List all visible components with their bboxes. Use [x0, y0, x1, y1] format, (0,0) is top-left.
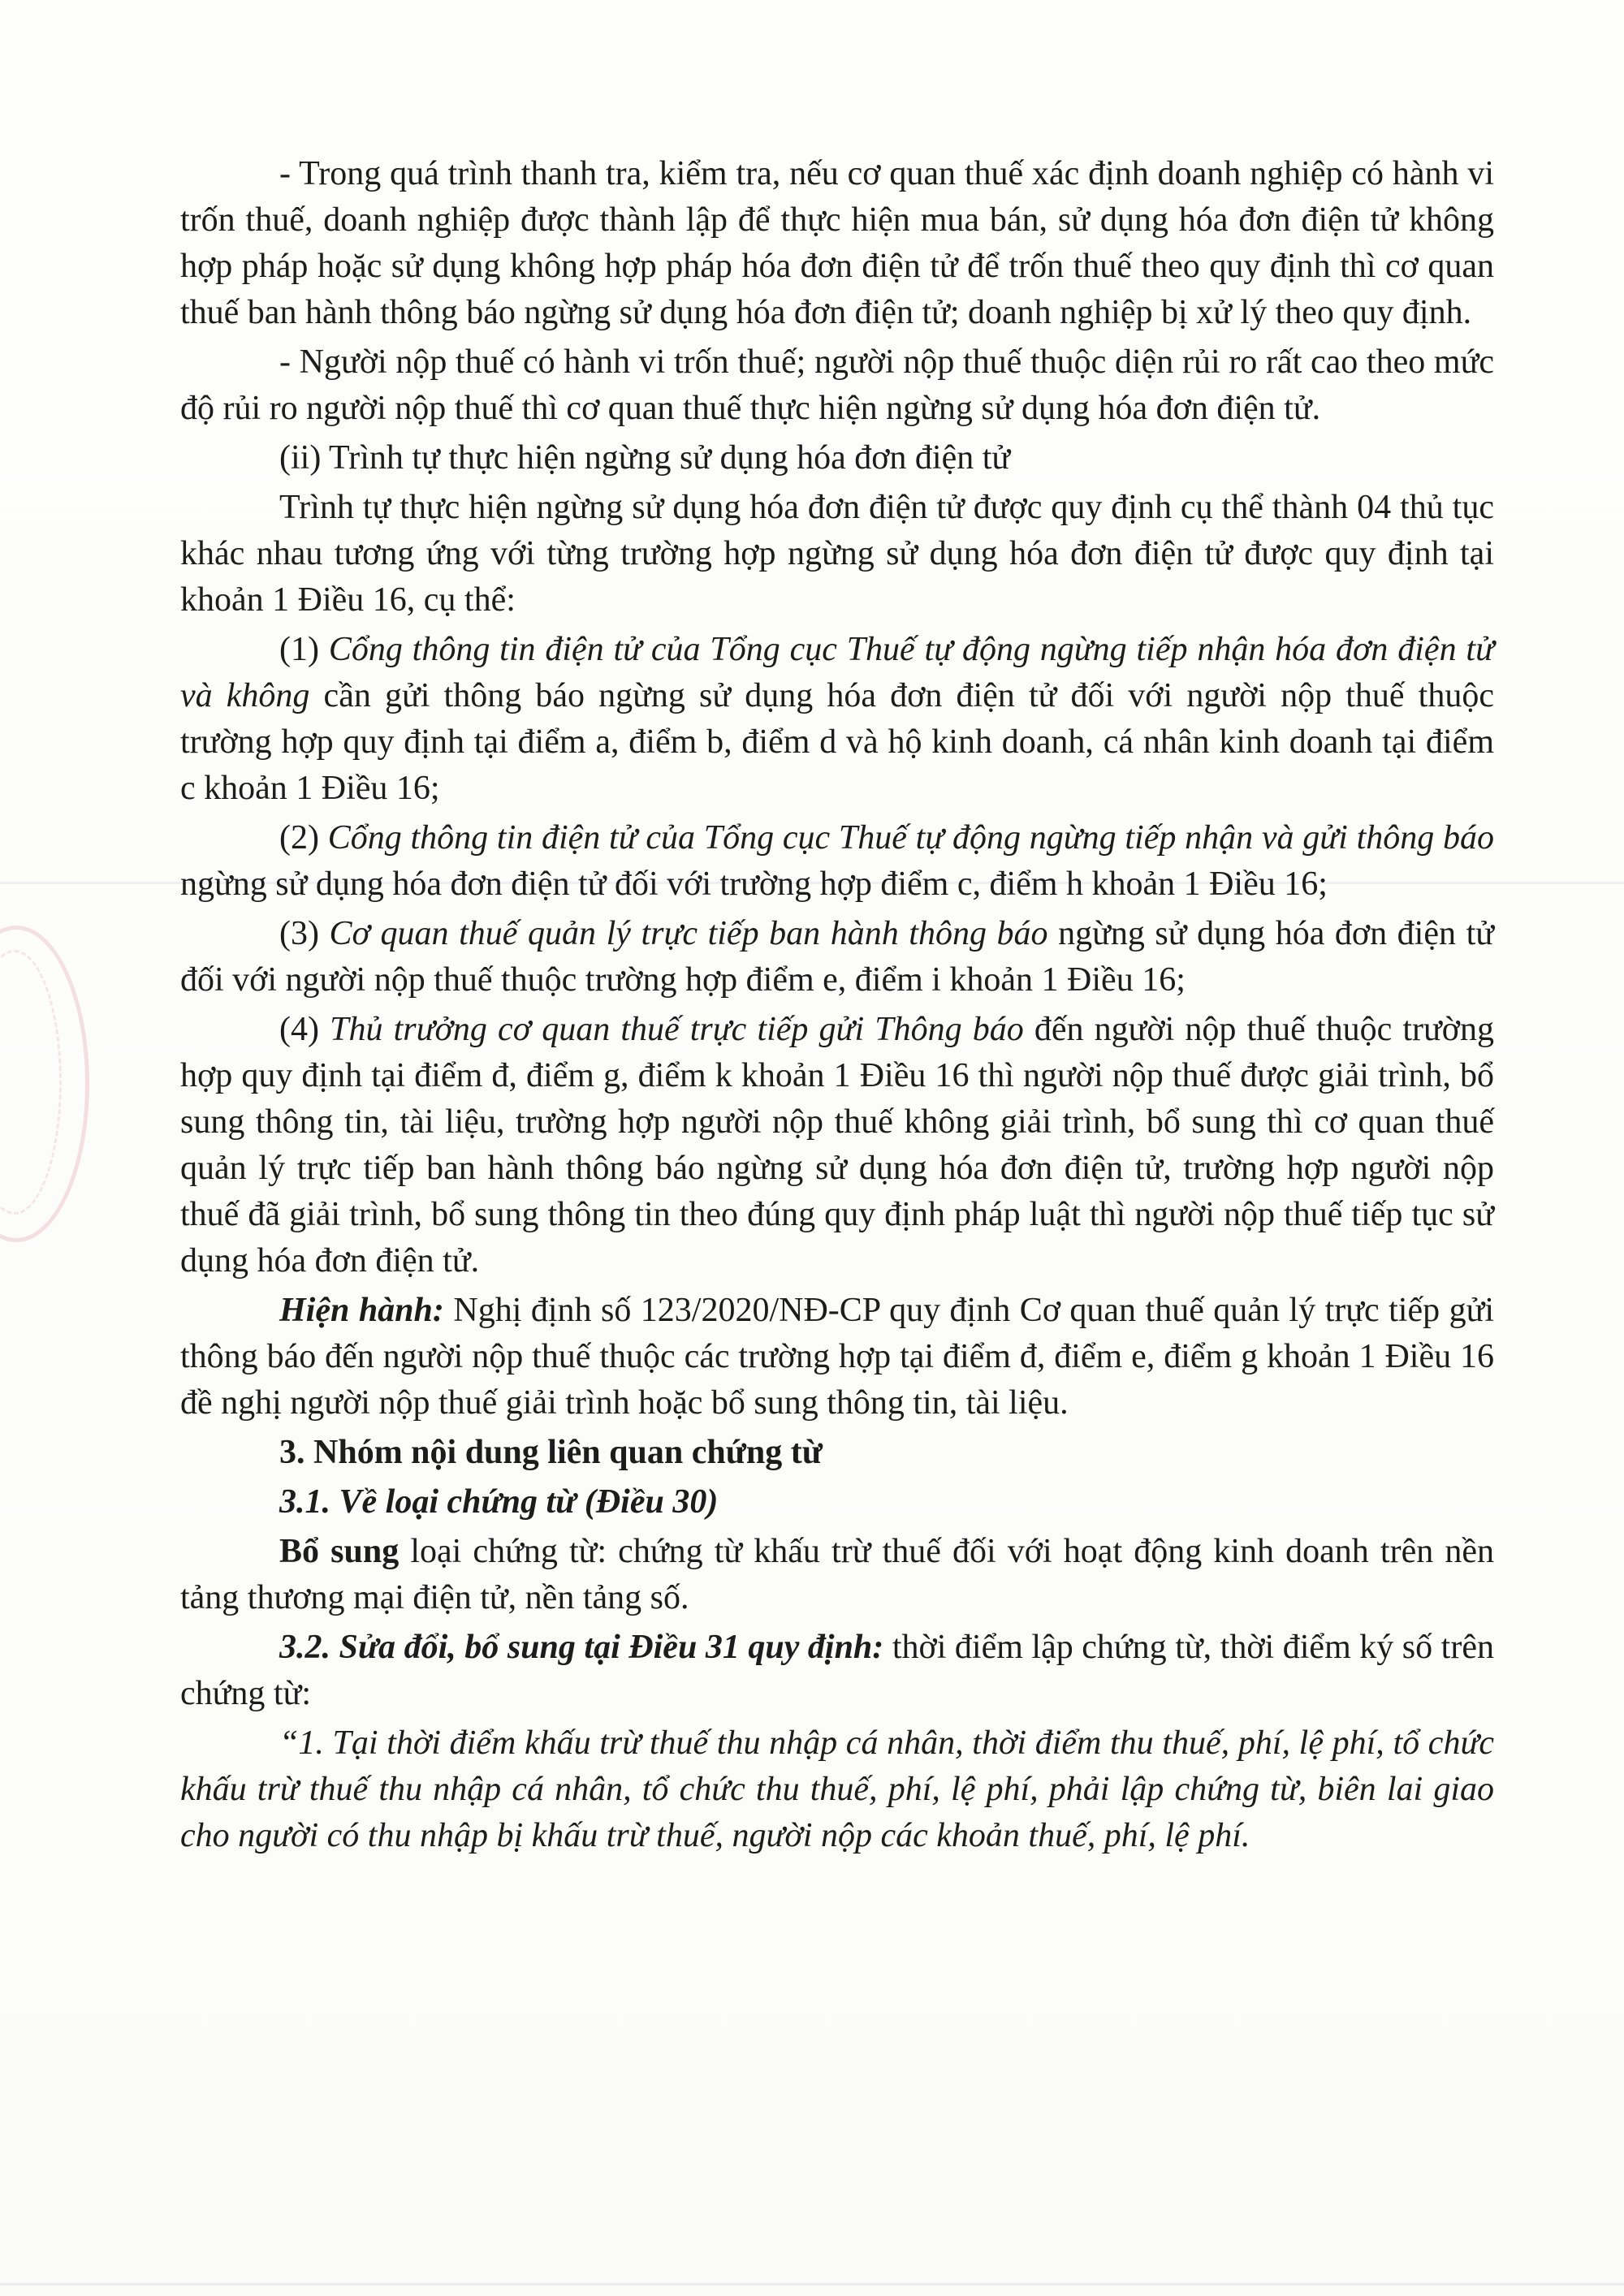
paragraph-article-31: 3.2. Sửa đổi, bổ sung tại Điều 31 quy định: thời điểm lập chứng từ, thời điểm ký số trên chứng từ:: [180, 1629, 1494, 1712]
paragraph-supplement: Bổ sung loại chứng từ: chứng từ khấu trừ thuế đối với hoạt động kinh doanh trên nền tảng thương mại điện tử, nền tảng số.: [180, 1533, 1494, 1616]
paragraph-procedure-heading: (ii) Trình tự thực hiện ngừng sử dụng hóa đơn điện tử: [279, 439, 1011, 477]
paragraph-tax-evasion: - Người nộp thuế có hành vi trốn thuế; người nộp thuế thuộc diện rủi ro rất cao theo mức độ rủi ro người nộp thuế thì cơ quan thuế thực hiện ngừng sử dụng hóa đơn điện tử.: [180, 343, 1494, 427]
paragraph-procedure-4: (4) Thủ trưởng cơ quan thuế trực tiếp gửi Thông báo đến người nộp thuế thuộc trường hợp quy định tại điểm đ, điểm g, điểm k khoản 1 Điều 16 thì người nộp thuế được giải trình, bổ sung thông tin, tài liệu, trường hợp người nộp thuế không giải trình, bổ sung thì cơ quan thuế quản lý trực tiếp ban hành thông báo ngừng sử dụng hóa đơn điện tử, trường hợp người nộp thuế đã giải trình, bổ sung thông tin theo đúng quy định pháp luật thì người nộp thuế tiếp tục sử dụng hóa đơn điện tử.: [180, 1011, 1494, 1280]
paragraph-procedure-1: (1) Cổng thông tin điện tử của Tổng cục Thuế tự động ngừng tiếp nhận hóa đơn điện tử và không cần gửi thông báo ngừng sử dụng hóa đơn điện tử đối với người nộp thuế thuộc trường hợp quy định tại điểm a, điểm b, điểm d và hộ kinh doanh, cá nhân kinh doanh tại điểm c khoản 1 Điều 16;: [180, 631, 1494, 807]
paragraph-quote-clause-1: “1. Tại thời điểm khấu trừ thuế thu nhập cá nhân, thời điểm thu thuế, phí, lệ phí, tổ chức khấu trừ thuế thu nhập cá nhân, tổ chức thu thuế, phí, lệ phí, phải lập chứng từ, biên lai giao cho người có thu nhập bị khấu trừ thuế, người nộp các khoản thuế, phí, lệ phí.: [180, 1724, 1494, 1854]
paragraph-current-regulation: Hiện hành: Nghị định số 123/2020/NĐ-CP quy định Cơ quan thuế quản lý trực tiếp gửi thông báo đến người nộp thuế thuộc các trường hợp tại điểm đ, điểm e, điểm g khoản 1 Điều 16 đề nghị người nộp thuế giải trình hoặc bổ sung thông tin, tài liệu.: [180, 1292, 1494, 1422]
section-heading-3-1: 3.1. Về loại chứng từ (Điều 30): [279, 1483, 719, 1521]
section-heading-3: 3. Nhóm nội dung liên quan chứng từ: [279, 1434, 823, 1471]
paragraph-procedure-intro: Trình tự thực hiện ngừng sử dụng hóa đơn điện tử được quy định cụ thể thành 04 thủ tục khác nhau tương ứng với từng trường hợp ngừng sử dụng hóa đơn điện tử được quy định tại khoản 1 Điều 16, cụ thể:: [180, 489, 1494, 619]
document-body: [180, 151, 1494, 1862]
paragraph-inspection: - Trong quá trình thanh tra, kiểm tra, nếu cơ quan thuế xác định doanh nghiệp có hành vi trốn thuế, doanh nghiệp được thành lập để thực hiện mua bán, sử dụng hóa đơn điện tử không hợp pháp hoặc sử dụng không hợp pháp hóa đơn điện tử để trốn thuế theo quy định thì cơ quan thuế ban hành thông báo ngừng sử dụng hóa đơn điện tử; doanh nghiệp bị xử lý theo quy định.: [180, 155, 1494, 331]
scan-artifact-line: [0, 2283, 1624, 2285]
paragraph-procedure-3: (3) Cơ quan thuế quản lý trực tiếp ban hành thông báo ngừng sử dụng hóa đơn điện tử đối với người nộp thuế thuộc trường hợp điểm e, điểm i khoản 1 Điều 16;: [180, 915, 1494, 999]
paragraph-procedure-2: (2) Cổng thông tin điện tử của Tổng cục Thuế tự động ngừng tiếp nhận và gửi thông báo ngừng sử dụng hóa đơn điện tử đối với trường hợp điểm c, điểm h khoản 1 Điều 16;: [180, 819, 1494, 903]
